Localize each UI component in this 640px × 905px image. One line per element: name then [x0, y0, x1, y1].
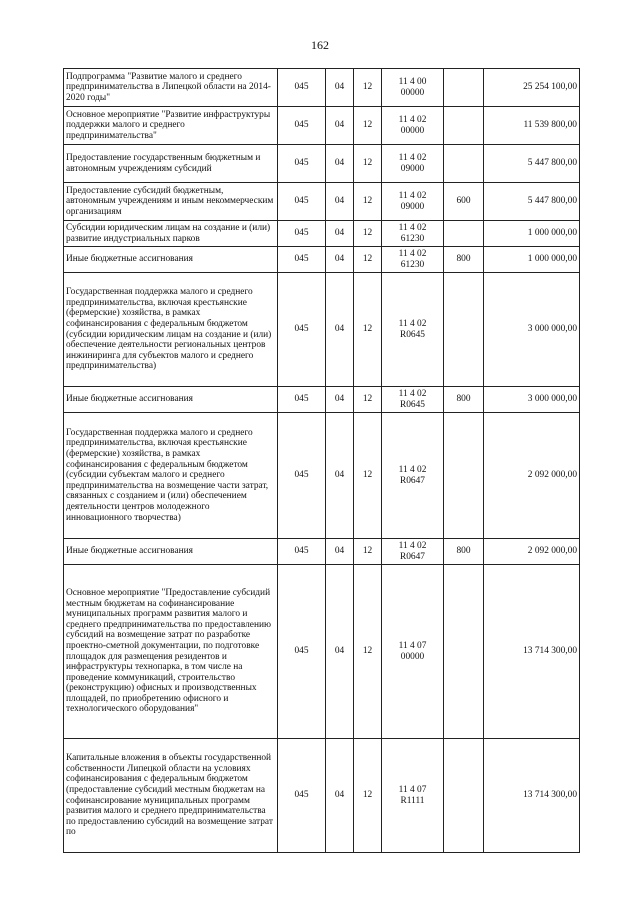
row-target-code: 11 4 07 00000 [382, 565, 444, 739]
row-admin-code: 045 [278, 145, 326, 183]
row-expense-type [444, 221, 484, 247]
row-expense-type [444, 145, 484, 183]
row-section: 04 [326, 183, 354, 221]
table-row [64, 107, 580, 145]
table-row [64, 183, 580, 221]
table-row [64, 145, 580, 183]
row-admin-code: 045 [278, 221, 326, 247]
row-subsection: 12 [354, 183, 382, 221]
row-expense-type [444, 565, 484, 739]
row-admin-code: 045 [278, 539, 326, 565]
row-target-code: 11 4 02 61230 [382, 247, 444, 273]
row-expense-type: 800 [444, 539, 484, 565]
row-target-code: 11 4 02 00000 [382, 107, 444, 145]
row-section: 04 [326, 69, 354, 107]
row-name: Подпрограмма "Развитие малого и среднего предпринимательства в Липецкой области на 2014-2020 годы" [64, 69, 278, 107]
table-row [64, 739, 580, 853]
row-amount: 5 447 800,00 [484, 183, 580, 221]
row-subsection: 12 [354, 145, 382, 183]
row-admin-code: 045 [278, 565, 326, 739]
row-target-code: 11 4 02 R0647 [382, 413, 444, 539]
row-amount: 11 539 800,00 [484, 107, 580, 145]
row-target-code: 11 4 02 R0645 [382, 387, 444, 413]
table-row [64, 565, 580, 739]
row-expense-type: 800 [444, 247, 484, 273]
row-admin-code: 045 [278, 183, 326, 221]
row-expense-type [444, 69, 484, 107]
row-subsection: 12 [354, 247, 382, 273]
row-name: Капитальные вложения в объекты государственной собственности Липецкой области на условиях софинансирования с федеральным бюджетом (предоставление субсидий местным бюджетам на софинансирование муниципальных программ развития малого и среднего предпринимательства по предоставлению субсидий на возмещение затрат по [64, 739, 278, 853]
table-row [64, 387, 580, 413]
row-subsection: 12 [354, 739, 382, 853]
row-subsection: 12 [354, 273, 382, 387]
row-name: Иные бюджетные ассигнования [64, 247, 278, 273]
row-target-code: 11 4 02 R0645 [382, 273, 444, 387]
budget-table [63, 68, 580, 853]
row-name: Государственная поддержка малого и среднего предпринимательства, включая крестьянские (фермерские) хозяйства, в рамках софинансирования с федеральным бюджетом (субсидии юридическим лицам на создание и (или) обеспечение деятельности региональных центров инжиниринга для субъектов малого и среднего предпринимательства) [64, 273, 278, 387]
row-section: 04 [326, 413, 354, 539]
row-expense-type [444, 739, 484, 853]
row-amount: 2 092 000,00 [484, 413, 580, 539]
row-admin-code: 045 [278, 247, 326, 273]
row-amount: 25 254 100,00 [484, 69, 580, 107]
row-expense-type [444, 413, 484, 539]
row-section: 04 [326, 539, 354, 565]
row-expense-type: 600 [444, 183, 484, 221]
row-admin-code: 045 [278, 107, 326, 145]
row-name: Предоставление государственным бюджетным и автономным учреждениям субсидий [64, 145, 278, 183]
row-name: Иные бюджетные ассигнования [64, 539, 278, 565]
row-amount: 3 000 000,00 [484, 273, 580, 387]
row-amount: 5 447 800,00 [484, 145, 580, 183]
row-section: 04 [326, 247, 354, 273]
row-name: Иные бюджетные ассигнования [64, 387, 278, 413]
table-row [64, 69, 580, 107]
row-name: Государственная поддержка малого и среднего предпринимательства, включая крестьянские (фермерские) хозяйства, в рамках софинансирования с федеральным бюджетом (субсидии субъектам малого и среднего предпринимательства на возмещение части затрат, связанных с созданием и (или) обеспечением деятельности центров молодежного инновационного творчества) [64, 413, 278, 539]
row-name: Субсидии юридическим лицам на создание и (или) развитие индустриальных парков [64, 221, 278, 247]
row-target-code: 11 4 07 R1111 [382, 739, 444, 853]
table-row [64, 221, 580, 247]
row-section: 04 [326, 565, 354, 739]
row-section: 04 [326, 273, 354, 387]
row-section: 04 [326, 739, 354, 853]
row-section: 04 [326, 221, 354, 247]
row-expense-type: 800 [444, 387, 484, 413]
row-amount: 13 714 300,00 [484, 565, 580, 739]
row-section: 04 [326, 387, 354, 413]
row-target-code: 11 4 02 R0647 [382, 539, 444, 565]
row-section: 04 [326, 145, 354, 183]
row-amount: 13 714 300,00 [484, 739, 580, 853]
row-name: Основное мероприятие "Развитие инфраструктуры поддержки малого и среднего предпринимательства" [64, 107, 278, 145]
row-target-code: 11 4 02 09000 [382, 145, 444, 183]
row-subsection: 12 [354, 69, 382, 107]
row-name: Основное мероприятие "Предоставление субсидий местным бюджетам на софинансирование муниципальных программ развития малого и среднего предпринимательства по предоставлению субсидий на возмещение затрат по разработке проектно-сметной документации, по подготовке площадок для размещения резидентов и инфраструктуры технопарка, в том числе на проведение коммуникаций, строительство (реконструкцию) офисных и производственных площадей, по приобретению офисного и технологического оборудования" [64, 565, 278, 739]
row-admin-code: 045 [278, 739, 326, 853]
page-number: 162 [311, 38, 329, 52]
row-amount: 1 000 000,00 [484, 221, 580, 247]
row-section: 04 [326, 107, 354, 145]
row-subsection: 12 [354, 413, 382, 539]
row-admin-code: 045 [278, 387, 326, 413]
table-row [64, 247, 580, 273]
row-amount: 1 000 000,00 [484, 247, 580, 273]
row-subsection: 12 [354, 565, 382, 739]
row-subsection: 12 [354, 107, 382, 145]
row-name: Предоставление субсидий бюджетным, автономным учреждениям и иным некоммерческим организациям [64, 183, 278, 221]
row-expense-type [444, 107, 484, 145]
row-amount: 3 000 000,00 [484, 387, 580, 413]
row-target-code: 11 4 02 09000 [382, 183, 444, 221]
table-row [64, 273, 580, 387]
table-row [64, 413, 580, 539]
row-admin-code: 045 [278, 413, 326, 539]
row-target-code: 11 4 00 00000 [382, 69, 444, 107]
row-admin-code: 045 [278, 273, 326, 387]
row-amount: 2 092 000,00 [484, 539, 580, 565]
row-target-code: 11 4 02 61230 [382, 221, 444, 247]
row-subsection: 12 [354, 539, 382, 565]
row-admin-code: 045 [278, 69, 326, 107]
row-subsection: 12 [354, 387, 382, 413]
table-row [64, 539, 580, 565]
row-expense-type [444, 273, 484, 387]
row-subsection: 12 [354, 221, 382, 247]
